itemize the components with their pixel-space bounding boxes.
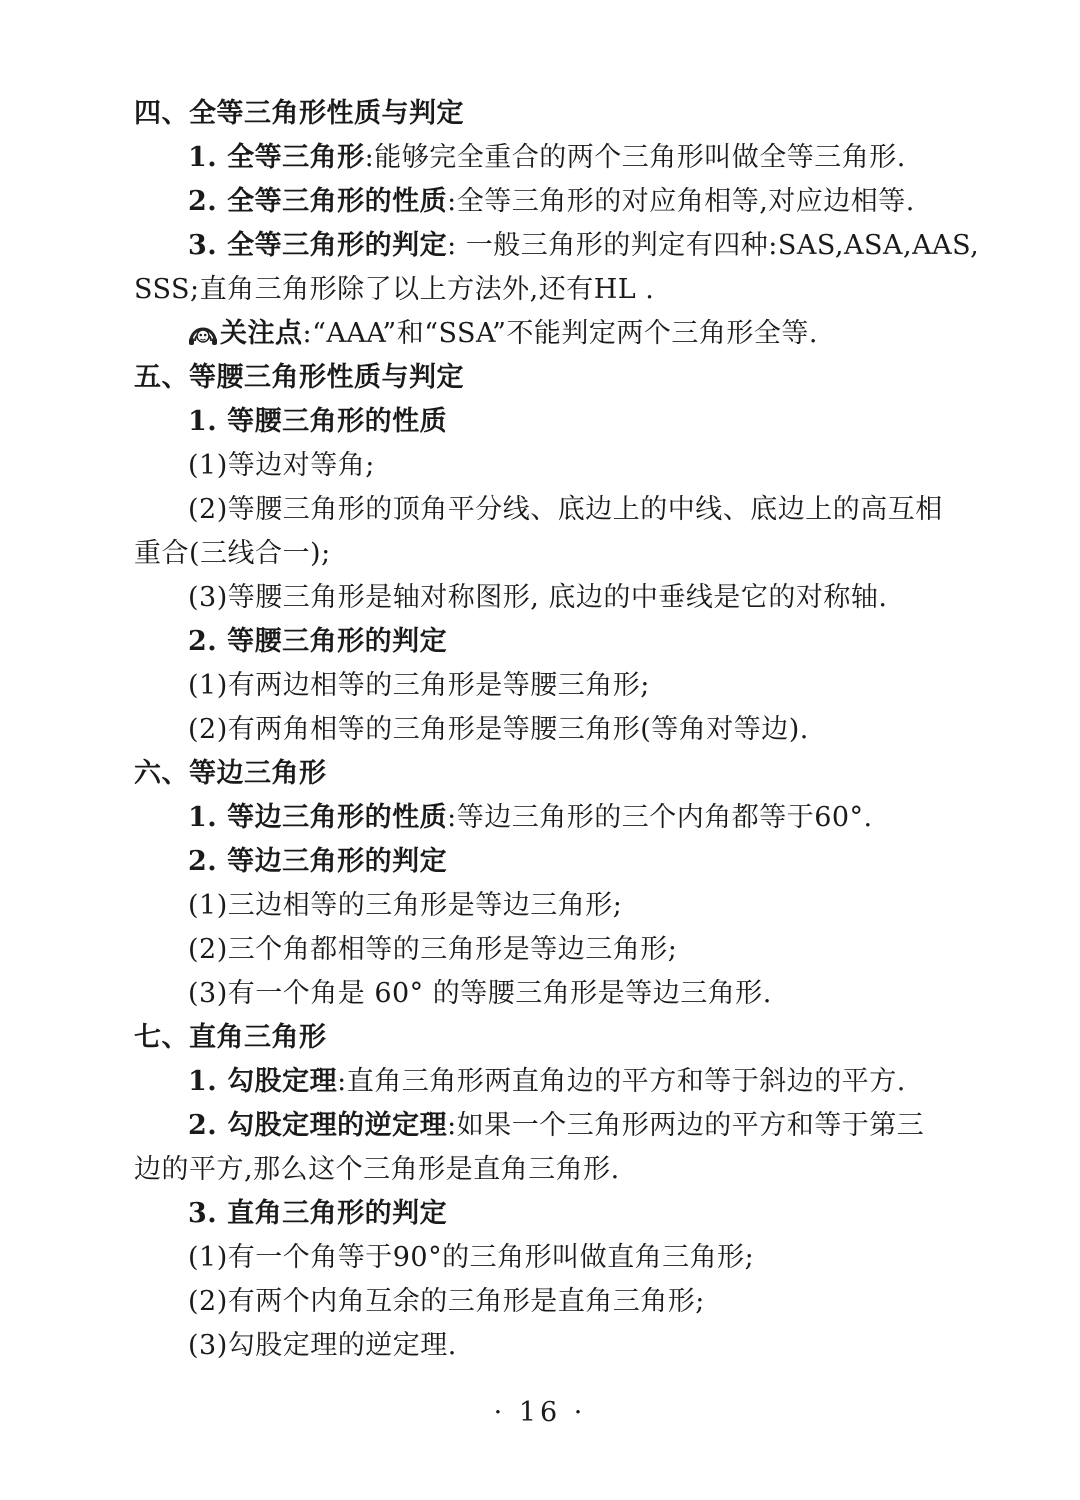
section-5-line: (2)等腰三角形的顶角平分线、底边上的中线、底边上的高互相 (188, 494, 943, 525)
attention-icon (188, 317, 218, 345)
section-5-line: (3)等腰三角形是轴对称图形, 底边的中垂线是它的对称轴. (188, 582, 888, 613)
section-7-line: (2)有两个内角互余的三角形是直角三角形; (188, 1286, 705, 1317)
section-6-line: (1)三边相等的三角形是等边三角形; (188, 890, 623, 921)
section-6-item-1 (134, 796, 954, 840)
section-7-title: 七、直角三角形 (134, 1022, 327, 1053)
definition-text: 能够完全重合的两个三角形叫做全等三角形. (374, 142, 906, 173)
separator: : (447, 1110, 457, 1141)
section-6-line: (2)三个角都相等的三角形是等边三角形; (188, 934, 678, 965)
definition-text: 一般三角形的判定有四种:SAS,ASA,AAS, (465, 230, 980, 261)
separator: : (364, 142, 375, 173)
term: 1. 等边三角形的性质 (188, 802, 448, 833)
definition-text: 全等三角形的对应角相等,对应边相等. (456, 186, 915, 217)
section-7-subheading: 3. 直角三角形的判定 (188, 1198, 448, 1229)
section-5-subheading: 1. 等腰三角形的性质 (188, 406, 448, 437)
section-5-line: (1)等边对等角; (188, 450, 375, 481)
separator: : (337, 1066, 347, 1097)
term: 2. 勾股定理的逆定理 (188, 1110, 448, 1141)
separator: : (447, 230, 466, 261)
separator: : (447, 802, 457, 833)
section-6-title: 六、等边三角形 (134, 758, 327, 789)
section-7-line: (1)有一个角等于90°的三角形叫做直角三角形; (188, 1242, 755, 1273)
page-content (134, 92, 980, 1368)
note-label: 关注点 (220, 318, 303, 349)
section-6-line: (3)有一个角是 60° 的等腰三角形是等边三角形. (188, 978, 772, 1009)
section-4-item-3 (134, 224, 980, 268)
term: 2. 全等三角形的性质 (188, 186, 448, 217)
section-4-item-1 (134, 136, 954, 180)
term: 3. 全等三角形的判定 (188, 230, 448, 261)
attention-note (134, 312, 954, 356)
section-5-title: 五、等腰三角形性质与判定 (134, 362, 464, 393)
definition-text: 如果一个三角形两边的平方和等于第三 (456, 1110, 925, 1141)
separator: : (447, 186, 457, 217)
section-5-line: 重合(三线合一); (134, 538, 331, 569)
section-4-title: 四、全等三角形性质与判定 (134, 98, 464, 129)
section-6-subheading: 2. 等边三角形的判定 (188, 846, 448, 877)
term: 1. 勾股定理 (188, 1066, 338, 1097)
page-number: · 16 · (493, 1397, 587, 1428)
section-7-line: (3)勾股定理的逆定理. (188, 1330, 457, 1361)
definition-text: 等边三角形的三个内角都等于60°. (456, 802, 873, 833)
section-5-line: (1)有两边相等的三角形是等腰三角形; (188, 670, 650, 701)
section-4-item-2 (134, 180, 954, 224)
section-4-item-3-continued: SSS;直角三角形除了以上方法外,还有HL . (134, 274, 655, 305)
term: 1. 全等三角形 (188, 142, 365, 173)
section-5-subheading: 2. 等腰三角形的判定 (188, 626, 448, 657)
section-7-item-1 (134, 1060, 954, 1104)
section-7-item-2-continued: 边的平方,那么这个三角形是直角三角形. (134, 1154, 620, 1185)
section-7-item-2 (134, 1104, 954, 1148)
definition-text: 直角三角形两直角边的平方和等于斜边的平方. (346, 1066, 906, 1097)
note-text: :“AAA”和“SSA”不能判定两个三角形全等. (302, 318, 818, 349)
section-5-line: (2)有两角相等的三角形是等腰三角形(等角对等边). (188, 714, 809, 745)
